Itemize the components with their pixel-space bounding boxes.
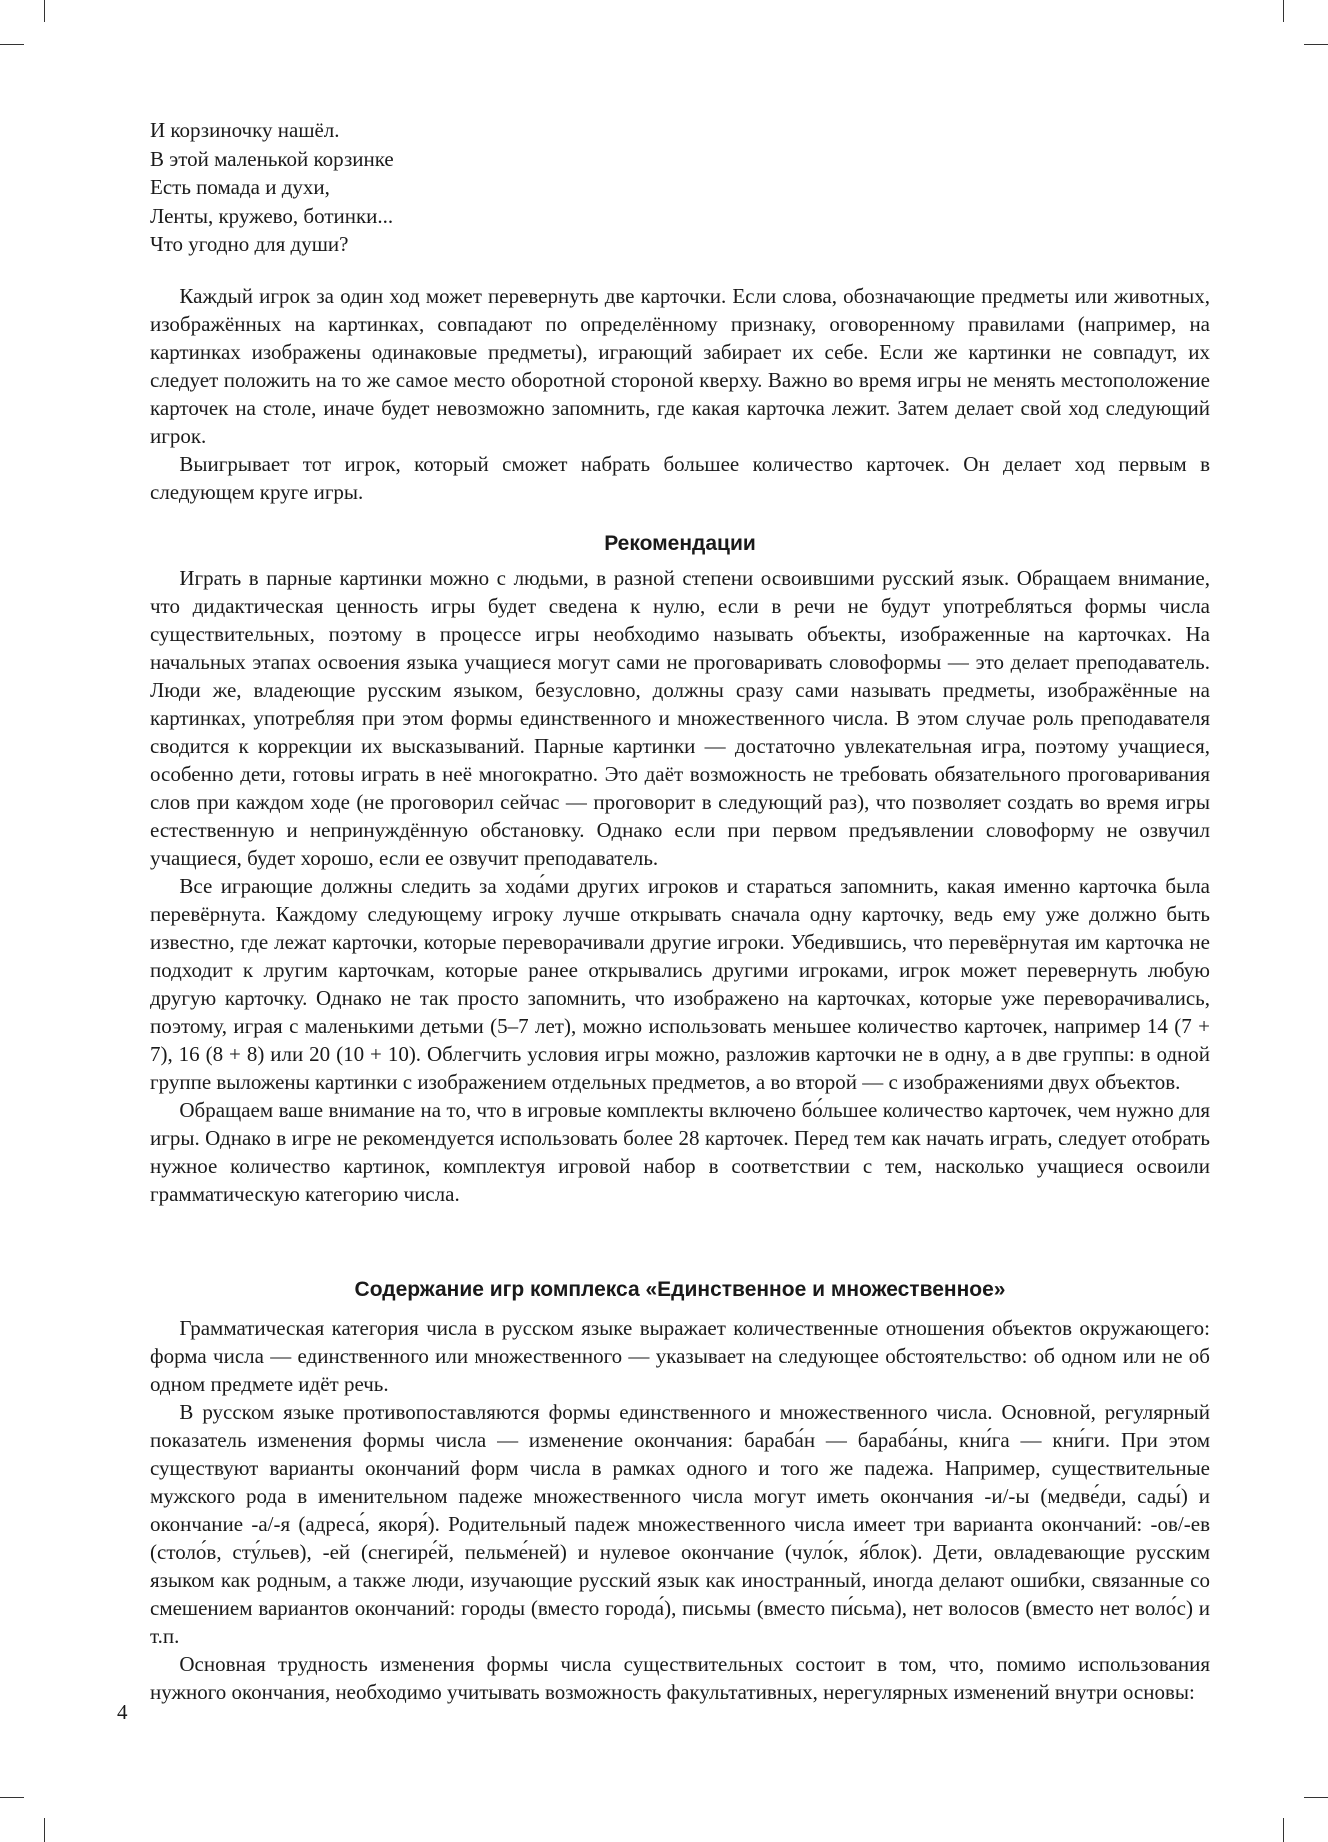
rules-section	[150, 282, 1210, 506]
crop-mark	[1304, 1797, 1328, 1798]
crop-mark	[1283, 1818, 1284, 1842]
paragraph: Каждый игрок за один ход может перевернуть две карточки. Если слова, обозначающие предметы или животных, изображённых на картинках, совпадают по определённому признаку, оговоренному правилами (например, на картинках изображены одинаковые предметы), играющий забирает их себе. Если же картинки не совпадут, их следует положить на то же самое место оборотной стороной кверху. Важно во время игры не менять местоположение карточек на столе, иначе будет невозможно запомнить, где какая карточка лежит. Затем делает свой ход следующий игрок.	[150, 284, 1210, 448]
poem-line: Ленты, кружево, ботинки...	[150, 203, 394, 228]
paragraph: Выигрывает тот игрок, который сможет набрать большее количество карточек. Он делает ход первым в следующем круге игры.	[150, 452, 1210, 504]
crop-mark	[0, 1797, 24, 1798]
crop-mark	[1304, 44, 1328, 45]
section-heading: Рекомендации	[604, 532, 756, 555]
poem-line: Есть помада и духи,	[150, 175, 330, 199]
paragraph: Обращаем ваше внимание на то, что в игровые комплекты включено бо́льшее количество карточек, чем нужно для игры. Однако в игре не рекомендуется использовать более 28 карточек. Перед тем как начать играть, следует отобрать нужное количество картинок, комплектуя игровой набор в соответствии с тем, насколько учащиеся освоили грамматическую категорию числа.	[150, 1098, 1210, 1206]
paragraph: Грамматическая категория числа в русском языке выражает количественные отношения объектов окружающего: форма числа — единственного или множественного — указывает на следующее обстоятельство: об одном или не об одном предмете идёт речь.	[150, 1316, 1210, 1396]
crop-mark	[44, 1818, 45, 1842]
paragraph: В русском языке противопоставляются формы единственного и множественного числа. Основной, регулярный показатель изменения формы числа — изменение окончания: бараба́н — бараба́ны, кни́га — кни́ги. При этом существуют варианты окончаний форм числа в рамках одного и того же падежа. Например, существительные мужского рода в именительном падеже множественного числа могут иметь окончания -и/-ы (медве́ди, сады́) и окончание -а/-я (адреса́, якоря́). Родительный падеж множественного числа имеет три варианта окончаний: -ов/-ев (столо́в, сту́льев), -ей (снегире́й, пельме́ней) и нулевое окончание (чуло́к, я́блок). Дети, овладевающие русским языком как родным, а также люди, изучающие русский язык как иностранный, иногда делают ошибки, связанные со смешением вариантов окончаний: городы (вместо города́), письмы (вместо пи́сьма), нет волосов (вместо нет воло́с) и т.п.	[150, 1400, 1210, 1648]
paragraph: Все играющие должны следить за хода́ми других игроков и стараться запомнить, какая именно карточка была перевёрнута. Каждому следующему игроку лучше открывать сначала одну карточку, ведь ему уже должно быть известно, где лежат карточки, которые переворачивали другие игроки. Убедившись, что перевёрнутая им карточка не подходит к лругим карточкам, которые ранее открывались другими игроками, игрок может перевернуть любую другую карточку. Однако не так просто запомнить, что изображено на карточках, которые уже переворачивались, поэтому, играя с маленькими детьми (5–7 лет), можно использовать меньшее количество карточек, например 14 (7 + 7), 16 (8 + 8) или 20 (10 + 10). Облегчить условия игры можно, разложив карточки не в одну, а в две группы: в одной группе выложены картинки с изображением отдельных предметов, а во второй — с изображениями двух объектов.	[150, 874, 1210, 1094]
paragraph: Основная трудность изменения формы числа существительных состоит в том, что, помимо использования нужного окончания, необходимо учитывать возможность факультативных, нерегулярных изменений внутри основы:	[150, 1652, 1210, 1704]
paragraph: Играть в парные картинки можно с людьми, в разной степени освоившими русский язык. Обращаем внимание, что дидактическая ценность игры будет сведена к нулю, если в речи не будут употребляться формы числа существительных, поэтому в процессе игры необходимо называть объекты, изображенные на карточках. На начальных этапах освоения языка учащиеся могут сами не проговаривать словоформы — это делает преподаватель. Люди же, владеющие русским языком, безусловно, должны сразу сами называть предметы, изображённые на картинках, употребляя при этом формы единственного и множественного числа. В этом случае роль преподавателя сводится к коррекции их высказываний. Парные картинки — достаточно увлекательная игра, поэтому учащиеся, особенно дети, готовы играть в неё многократно. Это даёт возможность не требовать обязательного проговаривания слов при каждом ходе (не проговорил сейчас — проговорит в следующий раз), что позволяет создать во время игры естественную и непринуждённую обстановку. Однако если при первом предъявлении словоформу не озвучил учащиеся, будет хорошо, если ее озвучит преподаватель.	[150, 566, 1210, 870]
recommendations-section	[150, 530, 1210, 1208]
crop-mark	[1283, 0, 1284, 22]
contents-section	[150, 1276, 1210, 1706]
crop-mark	[0, 44, 24, 45]
poem-stanza	[150, 116, 394, 259]
poem-line: В этой маленькой корзинке	[150, 146, 394, 171]
section-heading: Содержание игр комплекса «Единственное и множественное»	[354, 1278, 1006, 1301]
page-number: 4	[117, 1700, 128, 1724]
poem-line: И корзиночку нашёл.	[150, 118, 340, 142]
poem-line: Что угодно для души?	[150, 232, 349, 256]
crop-mark	[44, 0, 45, 22]
